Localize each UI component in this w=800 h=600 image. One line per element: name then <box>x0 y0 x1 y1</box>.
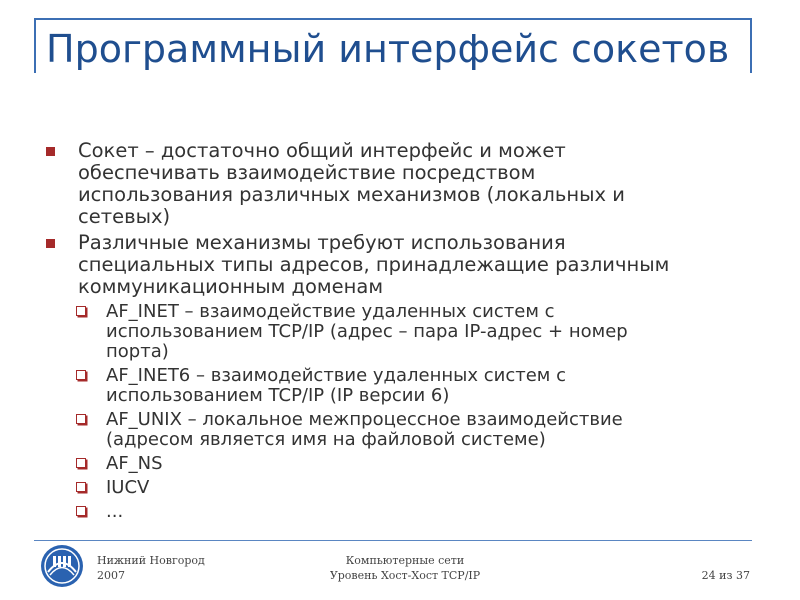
sub-bullet-item <box>42 454 762 474</box>
bullet-item <box>42 232 762 298</box>
footer-left <box>97 553 205 583</box>
sub-bullet-line: (адресом является имя на файловой системе) <box>106 429 546 450</box>
bullet-line: сетевых) <box>78 205 171 228</box>
hollow-square-bullet-icon <box>76 482 86 492</box>
bullet-line: обеспечивать взаимодействие посредством <box>78 161 536 184</box>
sub-bullet-item <box>42 478 762 498</box>
sub-bullet-line: AF_INET – взаимодействие удаленных систем с <box>106 301 555 322</box>
hollow-square-bullet-icon <box>76 414 86 424</box>
sub-bullet-item <box>42 302 762 362</box>
bullet-line: коммуникационным доменам <box>78 275 384 298</box>
slide-title: Программный интерфейс сокетов <box>46 27 730 71</box>
title-frame-top-line <box>34 18 752 20</box>
sub-bullet-line: использованием TCP/IP (адрес – пара IP-адрес + номер <box>106 321 628 342</box>
square-bullet-icon <box>46 239 55 248</box>
footer-course: Компьютерные сети <box>345 554 465 567</box>
footer-divider <box>34 540 752 541</box>
bullet-item <box>42 140 762 228</box>
hollow-square-bullet-icon <box>76 506 86 516</box>
sub-bullet-line: AF_UNIX – локальное межпроцессное взаимодействие <box>106 409 623 430</box>
footer-city: Нижний Новгород <box>97 554 205 567</box>
square-bullet-icon <box>46 147 55 156</box>
sub-bullet-line: IUCV <box>106 477 150 498</box>
university-logo-icon <box>40 544 84 588</box>
hollow-square-bullet-icon <box>76 370 86 380</box>
slide-content <box>42 140 762 526</box>
sub-bullet-line: ... <box>106 501 124 522</box>
bullet-line: использования различных механизмов (локальных и <box>78 183 625 206</box>
sub-bullet-line: использованием TCP/IP (IP версии 6) <box>106 385 450 406</box>
footer-center <box>300 553 510 583</box>
title-frame-right-line <box>750 18 752 73</box>
sub-bullet-item <box>42 366 762 406</box>
bullet-line: Сокет – достаточно общий интерфейс и может <box>78 139 566 162</box>
hollow-square-bullet-icon <box>76 306 86 316</box>
sub-bullet-item <box>42 410 762 450</box>
page-number: 24 из 37 <box>701 569 750 582</box>
sub-bullet-line: AF_INET6 – взаимодействие удаленных систем с <box>106 365 566 386</box>
hollow-square-bullet-icon <box>76 458 86 468</box>
title-frame-left-line <box>34 18 36 73</box>
footer-year: 2007 <box>97 569 125 582</box>
sub-bullet-line: порта) <box>106 341 169 362</box>
sub-bullet-item <box>42 502 762 522</box>
sub-bullet-line: AF_NS <box>106 453 163 474</box>
bullet-line: Различные механизмы требуют использования <box>78 231 566 254</box>
footer-topic: Уровень Хост-Хост TCP/IP <box>329 569 481 582</box>
bullet-line: специальных типы адресов, принадлежащие различным <box>78 253 670 276</box>
